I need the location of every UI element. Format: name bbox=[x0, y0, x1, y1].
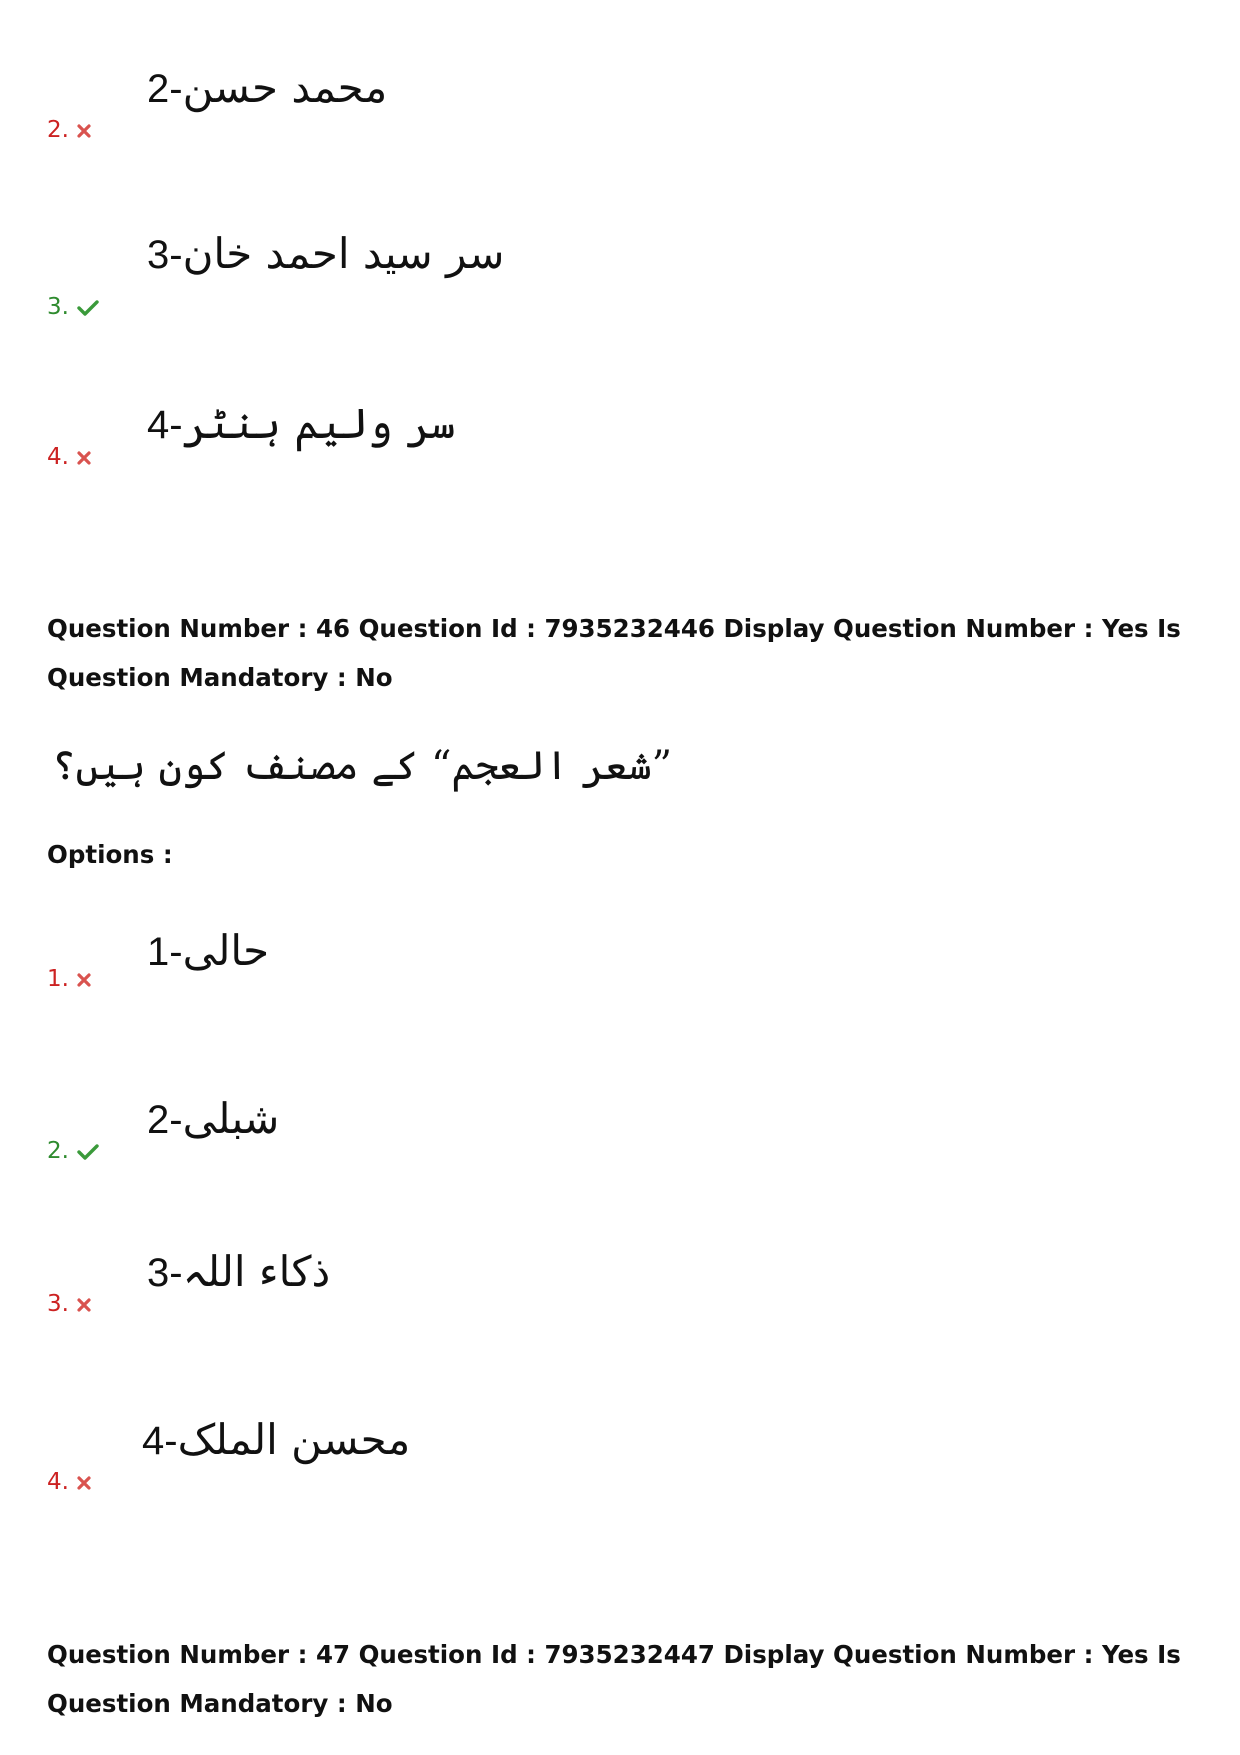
option-image-prev-4 bbox=[125, 398, 455, 451]
option-urdu-text: سر سید احمد خان bbox=[182, 229, 505, 278]
option-number-text: 3. bbox=[47, 1291, 69, 1317]
option-number-text: 2. bbox=[47, 1138, 69, 1164]
question-header-47: Question Number : 47 Question Id : 7935232447 Display Question Number : Yes Is Question Mandatory : No bbox=[47, 1640, 1181, 1718]
option-number-46-1 bbox=[47, 966, 91, 992]
option-urdu-text: ذکاء اللہ bbox=[182, 1247, 331, 1296]
option-image-prev-3 bbox=[125, 228, 504, 281]
cross-icon bbox=[77, 1476, 91, 1490]
option-number-text: 1. bbox=[47, 966, 69, 992]
cross-icon bbox=[77, 1298, 91, 1312]
option-number-text: 4. bbox=[47, 1469, 69, 1495]
option-number-text: 4. bbox=[47, 444, 69, 470]
cross-icon bbox=[77, 973, 91, 987]
cross-icon bbox=[77, 124, 91, 138]
option-image-number: -3 bbox=[147, 1251, 183, 1295]
option-urdu-text: شبلی bbox=[182, 1094, 280, 1143]
option-number-46-4 bbox=[47, 1469, 91, 1495]
question-text-46: ”شعر العجم“ کے مصنف کون ہیں؟ bbox=[52, 743, 673, 789]
option-urdu-text: محسن الملک bbox=[177, 1415, 411, 1464]
option-image-46-1 bbox=[125, 925, 269, 978]
options-label: Options : bbox=[47, 840, 173, 869]
option-number-text: 3. bbox=[47, 294, 69, 320]
option-number-prev-3 bbox=[47, 294, 99, 320]
cross-icon bbox=[77, 451, 91, 465]
option-number-prev-4 bbox=[47, 444, 91, 470]
option-image-46-4 bbox=[120, 1414, 410, 1467]
option-image-46-3 bbox=[125, 1246, 330, 1299]
option-image-46-2 bbox=[125, 1093, 279, 1146]
checkmark-icon bbox=[77, 300, 99, 316]
option-number-46-3 bbox=[47, 1291, 91, 1317]
option-image-number: -2 bbox=[147, 1098, 183, 1142]
option-image-number: -2 bbox=[147, 67, 183, 111]
checkmark-icon bbox=[77, 1144, 99, 1160]
option-urdu-text: سر ولیم ہنٹر bbox=[182, 399, 456, 448]
option-number-46-2 bbox=[47, 1138, 99, 1164]
option-urdu-text: حالی bbox=[182, 926, 270, 975]
option-number-text: 2. bbox=[47, 117, 69, 143]
option-image-number: -3 bbox=[147, 233, 183, 277]
option-number-prev-2 bbox=[47, 117, 91, 143]
option-image-number: -4 bbox=[147, 403, 183, 447]
option-image-number: -1 bbox=[147, 930, 183, 974]
option-urdu-text: محمد حسن bbox=[182, 63, 388, 112]
question-header-46: Question Number : 46 Question Id : 7935232446 Display Question Number : Yes Is Question Mandatory : No bbox=[47, 614, 1181, 692]
option-image-number: -4 bbox=[142, 1419, 178, 1463]
option-image-prev-2 bbox=[125, 62, 387, 115]
